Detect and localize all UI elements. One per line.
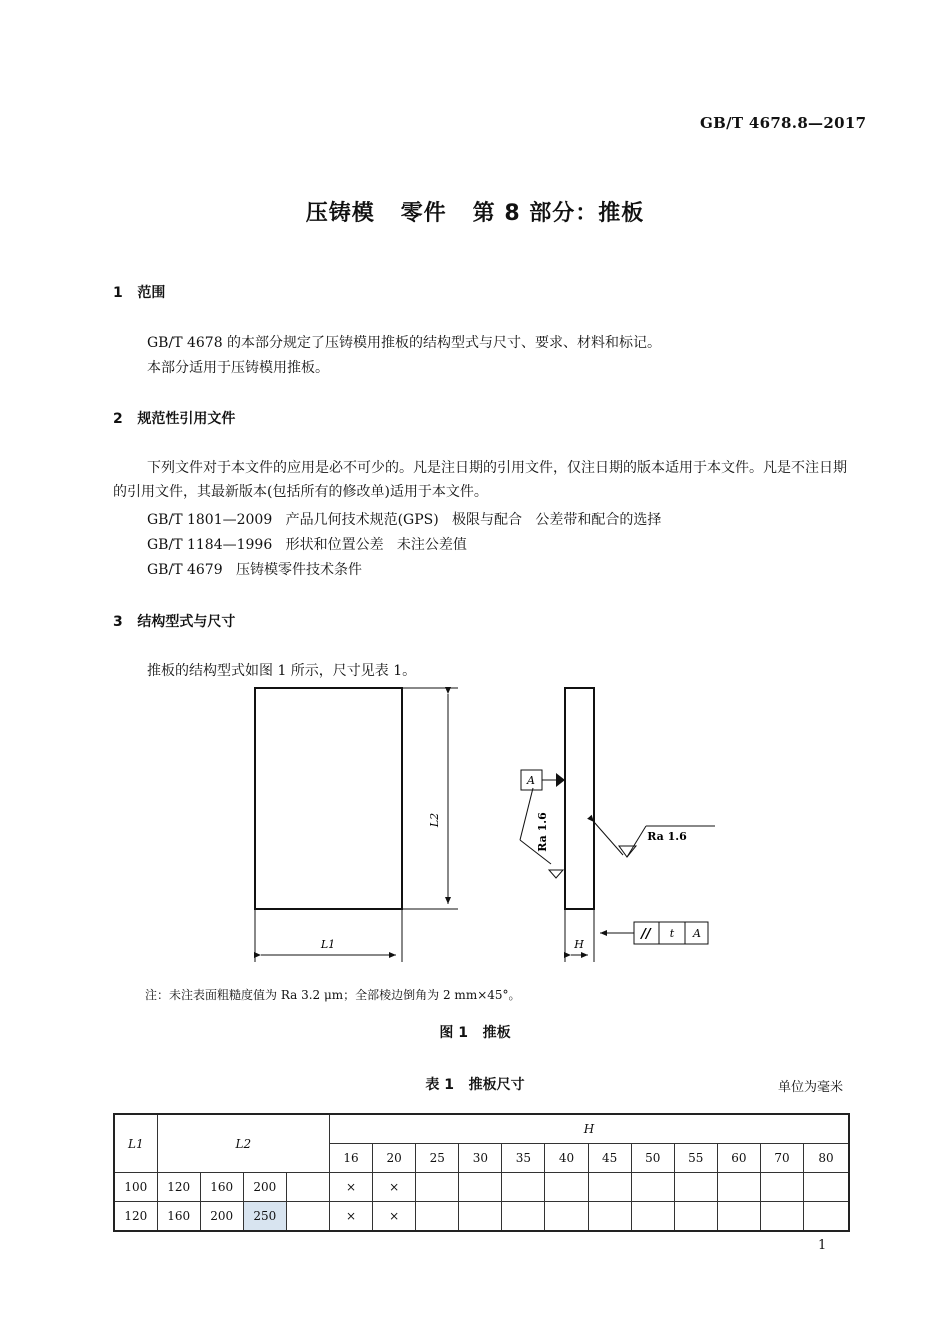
mark-cell <box>416 1202 459 1232</box>
reference-3: GB/T 4679 压铸模零件技术条件 <box>147 562 362 578</box>
header-l1: L1 <box>114 1114 157 1173</box>
mark-cell: × <box>330 1202 373 1232</box>
side-view-plate <box>565 688 594 909</box>
header-h: H <box>330 1114 849 1144</box>
document-title: 压铸模 零件 第 8 部分：推板 <box>305 201 645 226</box>
mark-cell: × <box>373 1202 416 1232</box>
parallel-symbol: // <box>641 927 651 942</box>
l2-cell <box>286 1173 329 1202</box>
l2-cell: 250 <box>243 1202 286 1232</box>
figure-note: 注：未注表面粗糙度值为 Ra 3.2 μm；全部棱边倒角为 2 mm×45°。 <box>145 988 521 1002</box>
l2-label: L2 <box>428 812 441 828</box>
roughness-right-label: Ra 1.6 <box>647 830 687 843</box>
table-caption: 表 1 推板尺寸 <box>425 1077 525 1093</box>
section-3-heading: 3 结构型式与尺寸 <box>113 614 236 630</box>
mark-cell <box>459 1173 502 1202</box>
h-label: H <box>574 938 584 951</box>
header-l2: L2 <box>157 1114 329 1173</box>
standard-code: GB/T 4678.8—2017 <box>700 114 867 132</box>
section-2-heading: 2 规范性引用文件 <box>113 411 236 427</box>
mark-cell <box>631 1202 674 1232</box>
l1-cell: 120 <box>114 1202 157 1232</box>
mark-cell <box>502 1173 545 1202</box>
mark-cell <box>545 1173 588 1202</box>
h-value: 80 <box>804 1144 849 1173</box>
table-row <box>114 1173 849 1202</box>
h-value: 16 <box>330 1144 373 1173</box>
mark-cell <box>717 1202 760 1232</box>
l2-cell: 200 <box>200 1202 243 1232</box>
table-row <box>114 1202 849 1232</box>
mark-cell <box>717 1173 760 1202</box>
l1-cell: 100 <box>114 1173 157 1202</box>
mark-cell <box>459 1202 502 1232</box>
mark-cell <box>760 1173 803 1202</box>
page-number: 1 <box>818 1238 827 1253</box>
h-value: 70 <box>760 1144 803 1173</box>
l2-cell: 160 <box>157 1202 200 1232</box>
tolerance-label: t <box>669 927 675 940</box>
l2-cell: 200 <box>243 1173 286 1202</box>
mark-cell <box>804 1173 849 1202</box>
mark-cell <box>631 1173 674 1202</box>
mark-cell: × <box>330 1173 373 1202</box>
section-1-line-1: GB/T 4678 的本部分规定了压铸模用推板的结构型式与尺寸、要求、材料和标记。 <box>147 335 662 351</box>
mark-cell <box>588 1202 631 1232</box>
section-1-heading: 1 范围 <box>113 285 166 301</box>
mark-cell <box>804 1202 849 1232</box>
roughness-symbol-left <box>549 870 563 878</box>
mark-cell <box>545 1202 588 1232</box>
reference-2: GB/T 1184—1996 形状和位置公差 未注公差值 <box>147 537 467 553</box>
section-2-paragraph: 下列文件对于本文件的应用是必不可少的。凡是注日期的引用文件，仅注日期的版本适用于本文件。凡是不注日期的引用文件，其最新版本(包括所有的修改单)适用于本文件。 <box>113 460 847 500</box>
l1-label: L1 <box>320 938 336 951</box>
h-value: 40 <box>545 1144 588 1173</box>
roughness-left-label: Ra 1.6 <box>536 812 549 852</box>
l2-cell: 160 <box>200 1173 243 1202</box>
datum-label: A <box>527 774 535 787</box>
datum-triangle <box>556 773 565 787</box>
mark-cell <box>760 1202 803 1232</box>
mark-cell <box>674 1202 717 1232</box>
front-view-plate <box>255 688 402 909</box>
mark-cell: × <box>373 1173 416 1202</box>
push-plate-drawing <box>0 680 950 970</box>
h-value: 20 <box>373 1144 416 1173</box>
mark-cell <box>416 1173 459 1202</box>
h-value: 30 <box>459 1144 502 1173</box>
h-value: 35 <box>502 1144 545 1173</box>
mark-cell <box>588 1173 631 1202</box>
l2-cell: 120 <box>157 1173 200 1202</box>
h-value: 50 <box>631 1144 674 1173</box>
h-value: 60 <box>717 1144 760 1173</box>
h-value: 45 <box>588 1144 631 1173</box>
l2-cell <box>286 1202 329 1232</box>
figure-caption: 图 1 推板 <box>439 1025 511 1041</box>
section-3-line: 推板的结构型式如图 1 所示，尺寸见表 1。 <box>147 663 417 679</box>
dimensions-table <box>113 1113 850 1232</box>
mark-cell <box>502 1202 545 1232</box>
reference-1: GB/T 1801—2009 产品几何技术规范(GPS) 极限与配合 公差带和配合的选择 <box>147 512 662 528</box>
table-unit: 单位为毫米 <box>778 1080 844 1095</box>
datum-ref-label: A <box>693 927 701 940</box>
section-1-line-2: 本部分适用于压铸模用推板。 <box>147 360 329 376</box>
h-value: 55 <box>674 1144 717 1173</box>
mark-cell <box>674 1173 717 1202</box>
h-value: 25 <box>416 1144 459 1173</box>
